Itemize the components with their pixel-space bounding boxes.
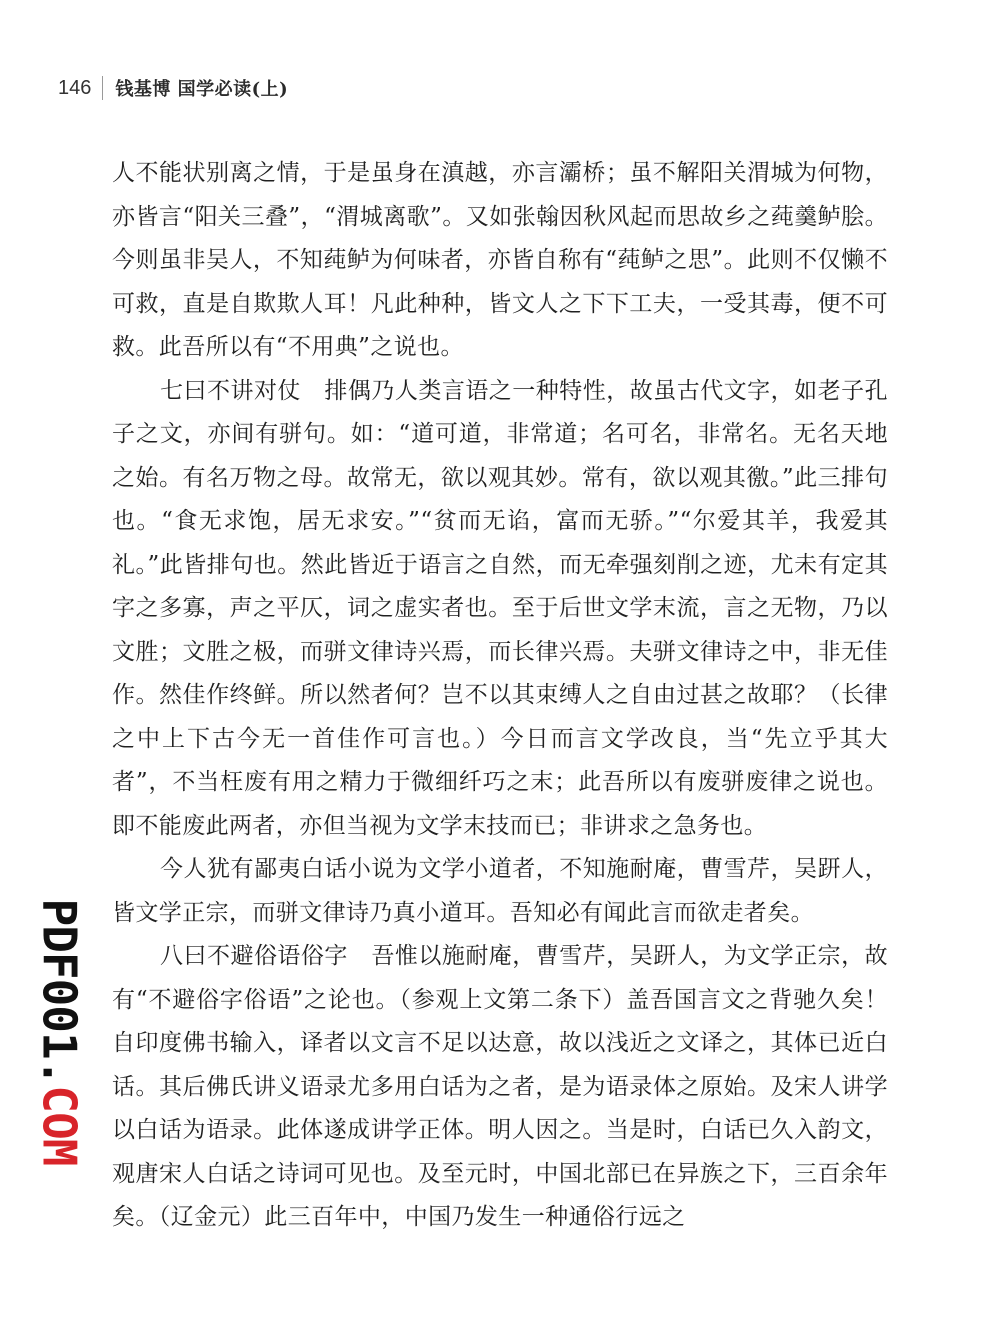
page-header — [58, 74, 288, 102]
header-divider — [102, 76, 103, 100]
body-paragraph: 人不能状别离之情，于是虽身在滇越，亦言灞桥；虽不解阳关渭城为何物，亦皆言“阳关三叠”，“渭城离歌”。又如张翰因秋风起而思故乡之莼羹鲈脍。今则虽非吴人，不知莼鲈为何味者，亦皆自称有“莼鲈之思”。此则不仅懒不可救，直是自欺欺人耳！凡此种种，皆文人之下下工夫，一受其毒，便不可救。此吾所以有“不用典”之说也。 — [112, 160, 888, 360]
body-paragraph: 八曰不避俗语俗字 吾惟以施耐庵，曹雪芹，吴趼人，为文学正宗，故有“不避俗字俗语”之论也。（参观上文第二条下）盖吾国言文之背驰久矣！自印度佛书输入，译者以文言不足以达意，故以浅近之文译之，其体已近白话。其后佛氏讲义语录尤多用白话为之者，是为语录体之原始。及宋人讲学以白话为语录。此体遂成讲学正体。明人因之。当是时，白话已久入韵文，观唐宋人白话之诗词可见也。及至元时，中国北部已在异族之下，三百余年矣。（辽金元）此三百年中，中国乃发生一种通俗行远之 — [112, 943, 888, 1230]
body-paragraph: 今人犹有鄙夷白话小说为文学小道者，不知施耐庵，曹雪芹，吴趼人，皆文学正宗，而骈文律诗乃真小道耳。吾知必有闻此言而欲走者矣。 — [112, 856, 888, 926]
watermark-prefix: PDF001. — [32, 898, 86, 1086]
page-number: 146 — [58, 76, 92, 99]
watermark-suffix: COM — [32, 1085, 86, 1166]
watermark — [32, 898, 86, 1166]
running-title: 钱基博 国学必读(上) — [115, 79, 289, 100]
page-body — [112, 152, 888, 1240]
body-paragraph: 七曰不讲对仗 排偶乃人类言语之一种特性，故虽古代文字，如老子孔子之文，亦间有骈句。如：“道可道，非常道；名可名，非常名。无名天地之始。有名万物之母。故常无，欲以观其妙。常有，欲以观其徼。”此三排句也。“食无求饱，居无求安。”“贫而无谄，富而无骄。”“尔爱其羊，我爱其礼。”此皆排句也。然此皆近于语言之自然，而无牵强刻削之迹，尤未有定其字之多寡，声之平仄，词之虚实者也。至于后世文学末流，言之无物，乃以文胜；文胜之极，而骈文律诗兴焉，而长律兴焉。夫骈文律诗之中，非无佳作。然佳作终鲜。所以然者何？岂不以其束缚人之自由过甚之故耶？（长律之中上下古今无一首佳作可言也。）今日而言文学改良，当“先立乎其大者”，不当枉废有用之精力于微细纤巧之末；此吾所以有废骈废律之说也。即不能废此两者，亦但当视为文学末技而已；非讲求之急务也。 — [112, 377, 888, 839]
watermark-text — [32, 899, 86, 1166]
